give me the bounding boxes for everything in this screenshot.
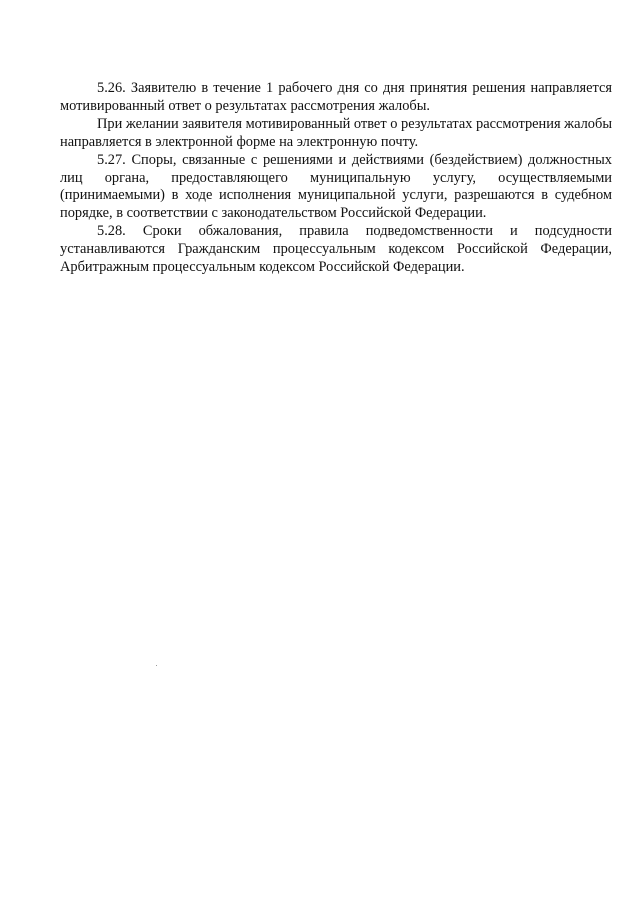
scan-speck [156,665,157,666]
paragraph-5-26: 5.26. Заявителю в течение 1 рабочего дня со дня принятия решения направляется мотивированный ответ о результатах рассмотрения жалобы. [60,80,612,114]
paragraph-5-26-email: При желании заявителя мотивированный ответ о результатах рассмотрения жалобы направляется в электронной форме на электронную почту. [60,115,612,150]
paragraph-5-27: 5.27. Споры, связанные с решениями и действиями (бездействием) должностных лиц органа, предоставляющего муниципальную услугу, осуществляемыми (принимаемыми) в ходе исполнения муниципальной услуги, разрешаются в судебном порядке, в соответствии с законодательством Российской Федерации. [60,151,612,222]
paragraph-5-28: 5.28. Сроки обжалования, правила подведомственности и подсудности устанавливаются Гражданским процессуальным кодексом Российской Федерации, Арбитражным процессуальным кодексом Российской Федерации. [60,223,612,276]
document-body [60,80,612,277]
